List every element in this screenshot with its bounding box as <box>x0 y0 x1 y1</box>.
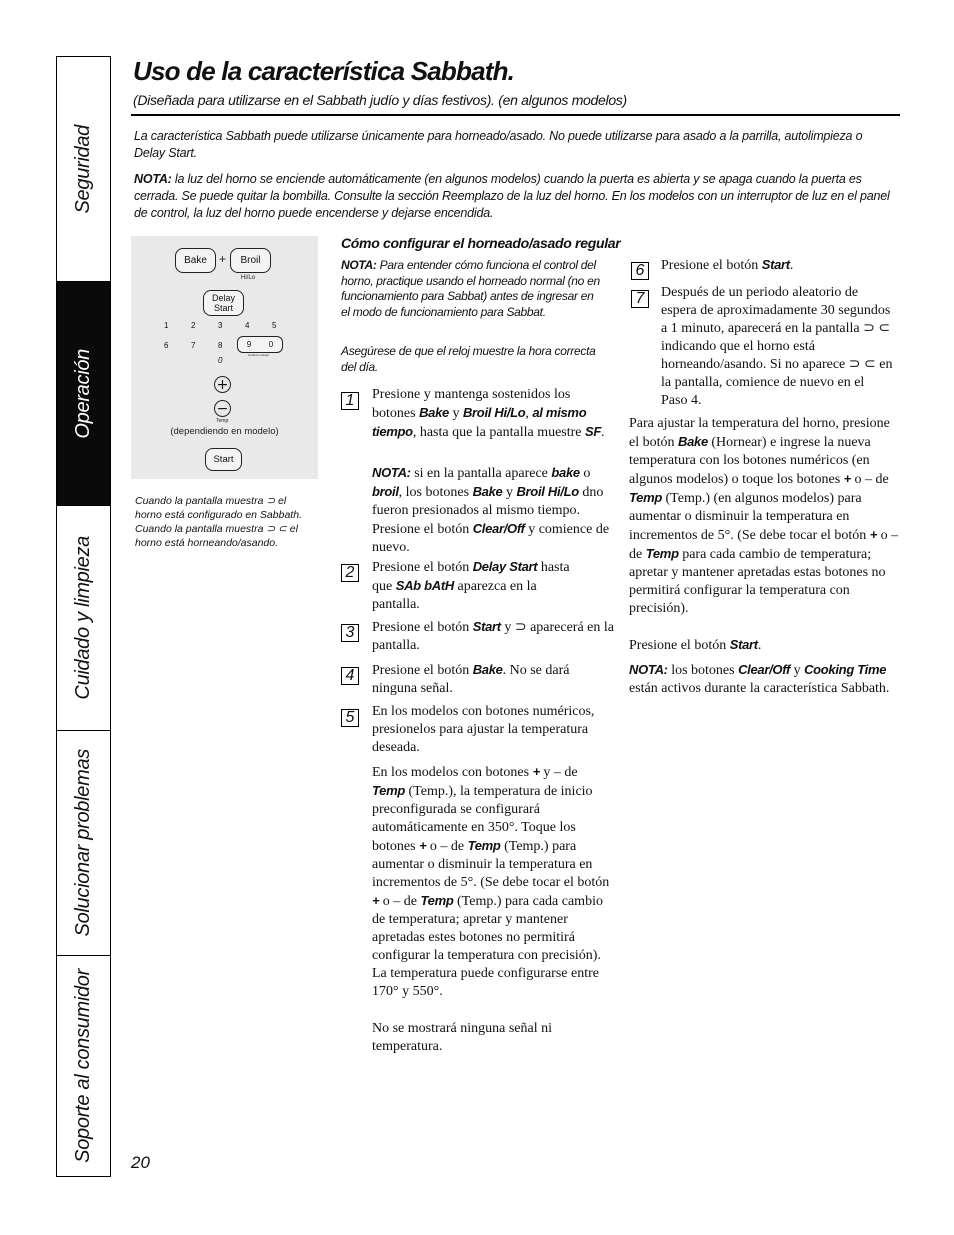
keyword: Temp <box>645 546 679 561</box>
keyword: + <box>419 838 427 853</box>
digit: 1 <box>164 321 169 330</box>
keyword: Start <box>472 619 501 634</box>
clock-note: Asegúrese de que el reloj muestre la hora correcta del día. <box>341 344 596 374</box>
step-3-text <box>372 618 617 655</box>
step-number: 2 <box>341 564 359 582</box>
start-button: Start <box>205 448 242 471</box>
text-run: Presione el botón <box>372 663 473 678</box>
step-number: 6 <box>631 262 649 280</box>
text-run: , los botones <box>398 485 473 500</box>
side-tab-label: Soporte al consumidor <box>72 969 94 1163</box>
delay-start-button: Delay Start <box>203 290 244 316</box>
text-run: los botones <box>667 663 739 678</box>
plus-circle-icon: + <box>214 376 231 393</box>
text-run: . <box>757 638 762 653</box>
text-run: si en la pantalla aparece <box>410 466 552 481</box>
step-1-note <box>372 464 612 557</box>
control-lockout-label: Control Lockout <box>248 353 270 357</box>
temp-label: Temp <box>216 418 229 424</box>
keyword: Temp <box>420 893 454 908</box>
digit-zero-note: 0 <box>218 356 223 365</box>
text-run: . <box>789 258 794 273</box>
page-title: Uso de la característica Sabbath. <box>133 56 515 86</box>
final-note <box>629 661 901 698</box>
step-5-text: En los modelos con botones numéricos, presionelos para ajustar la temperatura deseada. <box>372 704 595 755</box>
step-number: 5 <box>341 709 359 727</box>
note-label: NOTA: <box>134 172 172 186</box>
text-run: o – de <box>426 839 468 854</box>
bake-button: Bake <box>175 248 216 273</box>
text-run: o – de <box>850 472 889 487</box>
text-run: . No se dará ninguna señal. <box>372 663 570 696</box>
keyword: Clear/Off <box>738 662 791 677</box>
text-run: Presione y mantenga sostenidos los botones <box>372 387 571 421</box>
step-5-detail <box>372 763 612 1001</box>
digit: 0 <box>268 339 274 349</box>
press-start-text <box>629 636 901 655</box>
text-run: En los modelos con botones <box>372 765 533 780</box>
side-tabs <box>56 56 111 1177</box>
keyword: Start <box>729 637 758 652</box>
side-tab-soporte[interactable] <box>57 956 110 1176</box>
step-4-text <box>372 661 612 698</box>
side-tab-cuidado[interactable] <box>57 506 110 731</box>
model-note: (dependiendo en modelo) <box>170 426 279 437</box>
text-run: . <box>601 425 605 440</box>
hilo-label: Hi/Lo <box>241 275 256 281</box>
note-text: la luz del horno se enciende automáticamente (en algunos modelos) cuando la puerta es abierta y se apaga cuando la puerta es cerrada. Se puede quitar la bombilla. Consulte la sección Reemplazo de la luz del horno. En los modelos con un interruptor de luz en el panel de control, la luz del horno puede encenderse y dejarse encendida. <box>134 172 890 220</box>
digit: 9 <box>246 339 252 349</box>
step-number: 4 <box>341 667 359 685</box>
text-run: dno fueron presionados al mismo tiempo. Presione el botón <box>372 485 604 537</box>
text-run: hasta que <box>372 560 570 594</box>
keyword: Cooking Time <box>804 662 887 677</box>
step-7-text: Después de un periodo aleatorio de espera de aproximadamente 30 segundos a 1 minuto, aparecerá en la pantalla ⊃ ⊂ indicando que el horno está horneando/asando. Si no aparece ⊃ ⊂ en la pantalla, comience de nuevo en el Paso 4. <box>661 285 893 408</box>
text-run: y <box>448 406 463 421</box>
text-run: o <box>579 466 591 481</box>
keyword: Bake <box>472 662 503 677</box>
text-run: para cada cambio de temperatura; apretar y mantener apretadas estas botones no permitirá configurar la temperatura con precisión). <box>629 547 886 616</box>
keyword: Delay Start <box>472 559 538 574</box>
step-2-text <box>372 558 572 614</box>
side-tab-seguridad[interactable] <box>57 57 110 282</box>
keyword: Bake <box>419 405 449 420</box>
text-run: están activos durante la característica Sabbath. <box>629 681 890 696</box>
text-run: , hasta que la pantalla muestre <box>412 425 586 440</box>
keyword: + <box>869 527 878 542</box>
text-run: Presione el botón <box>372 560 473 575</box>
keyword: Bake <box>472 484 503 499</box>
keyword: SAb bAtH <box>395 578 454 593</box>
side-tab-label: Operación <box>72 348 94 439</box>
keyword: NOTA: <box>629 662 668 677</box>
text-run: o – de <box>629 528 899 562</box>
keyword: + <box>843 471 851 486</box>
side-tab-solucionar[interactable] <box>57 731 110 956</box>
page-subtitle: (Diseñada para utilizarse en el Sabbath judío y días festivos). (en algunos modelos) <box>133 92 627 108</box>
digit: 4 <box>245 321 250 330</box>
adjust-temperature-text <box>629 415 901 618</box>
digit: 8 <box>218 341 223 350</box>
text-run: y ⊃ aparecerá en la pantalla. <box>372 620 614 653</box>
section-note <box>341 258 601 320</box>
side-tab-label: Cuidado y limpieza <box>72 536 94 700</box>
digit: 3 <box>218 321 223 330</box>
text-run: , <box>525 406 529 421</box>
text-run: y <box>790 663 805 678</box>
intro-note <box>134 171 894 222</box>
side-tab-label: Seguridad <box>72 124 94 214</box>
keyword: Clear/Off <box>472 521 525 536</box>
plus-sign: + <box>219 252 227 266</box>
section-heading: Cómo configurar el horneado/asado regular <box>341 235 621 251</box>
text-run: (Temp.) para aumentar o disminuir la temperatura en incrementos de 5°. (Se debe tocar el botón <box>372 839 610 890</box>
intro-paragraph: La característica Sabbath puede utilizarse únicamente para horneado/asado. No puede utilizarse para asado a la parrilla, autolimpieza o Delay Start. <box>134 129 863 160</box>
text-run: Presione el botón <box>661 258 762 273</box>
text-run: Presione el botón <box>372 620 473 635</box>
digit: 5 <box>272 321 277 330</box>
keyword: bake <box>551 465 580 480</box>
header-rule <box>131 114 900 116</box>
keyword: al mismo tiempo <box>372 405 587 439</box>
keyword: + <box>372 893 380 908</box>
text-run: (Temp.) para cada cambio de temperatura; apretar y mantener apretadas estes botones no permitirá configurar la temperatura con precisión). La temperatura puede configurarse entre 170° y 550°. <box>372 894 603 999</box>
text-run: y – de <box>539 765 578 780</box>
step-number: 7 <box>631 290 649 308</box>
keyword: NOTA: <box>372 465 411 480</box>
text-run: Para ajustar la temperatura del horno, presione el botón <box>629 416 890 450</box>
page-number: 20 <box>131 1153 150 1172</box>
text-run: (Temp.) (en algunos modelos) para aumentar o disminuir la temperatura en incrementos de 5°. (Se debe tocar el botón <box>629 491 870 543</box>
text-run: aparezca en la pantalla. <box>372 579 537 612</box>
keyword: Broil Hi/Lo <box>516 484 579 499</box>
text-run: y <box>502 485 517 500</box>
text-run: y comience de nuevo. <box>372 522 610 555</box>
control-panel-illustration <box>131 236 318 479</box>
step-number: 1 <box>341 392 359 410</box>
broil-button: Broil <box>230 248 271 273</box>
digit: 2 <box>191 321 196 330</box>
text-run: o – de <box>379 894 421 909</box>
panel-caption: Cuando la pantalla muestra ⊃ el horno está configurado en Sabbath. Cuando la pantalla muestra ⊃ ⊂ el horno está horneando/asando. <box>135 495 302 549</box>
keyword: Temp <box>467 838 501 853</box>
note-label: NOTA: <box>341 258 377 272</box>
minus-circle-icon: − <box>214 400 231 417</box>
keyword: Temp <box>629 490 662 505</box>
note-text: Para entender cómo funciona el control del horno, practique usando el horneado normal (no en funcionamiento para Sabbat) antes de ingresar en el modo de funcionamiento para Sabbat. <box>341 258 600 319</box>
control-lockout-group <box>237 336 283 353</box>
digit: 7 <box>191 341 196 350</box>
side-tab-operacion[interactable] <box>57 282 110 506</box>
keyword: Broil Hi/Lo <box>462 405 526 420</box>
keyword: Bake <box>678 434 708 449</box>
step-6-text <box>661 256 896 275</box>
keyword: broil <box>372 484 399 499</box>
keyword: Temp <box>372 783 405 798</box>
keyword: Start <box>761 257 790 272</box>
step-number: 3 <box>341 624 359 642</box>
side-tab-label: Solucionar problemas <box>72 749 94 937</box>
text-run: Presione el botón <box>629 638 730 653</box>
text-run: (Hornear) e ingrese la nueva temperatura con los botones numéricos (en algunos modelos) o toque los botones <box>629 435 871 487</box>
keyword: SF <box>585 424 602 439</box>
digit: 6 <box>164 341 169 350</box>
step-1-text <box>372 386 612 442</box>
text-run: (Temp.), la temperatura de inicio preconfigurada se configurará automáticamente en 350°. Toque los botones <box>372 784 593 854</box>
keyword: + <box>532 764 540 779</box>
step-5-final: No se mostrará ninguna señal ni temperatura. <box>372 1021 553 1054</box>
